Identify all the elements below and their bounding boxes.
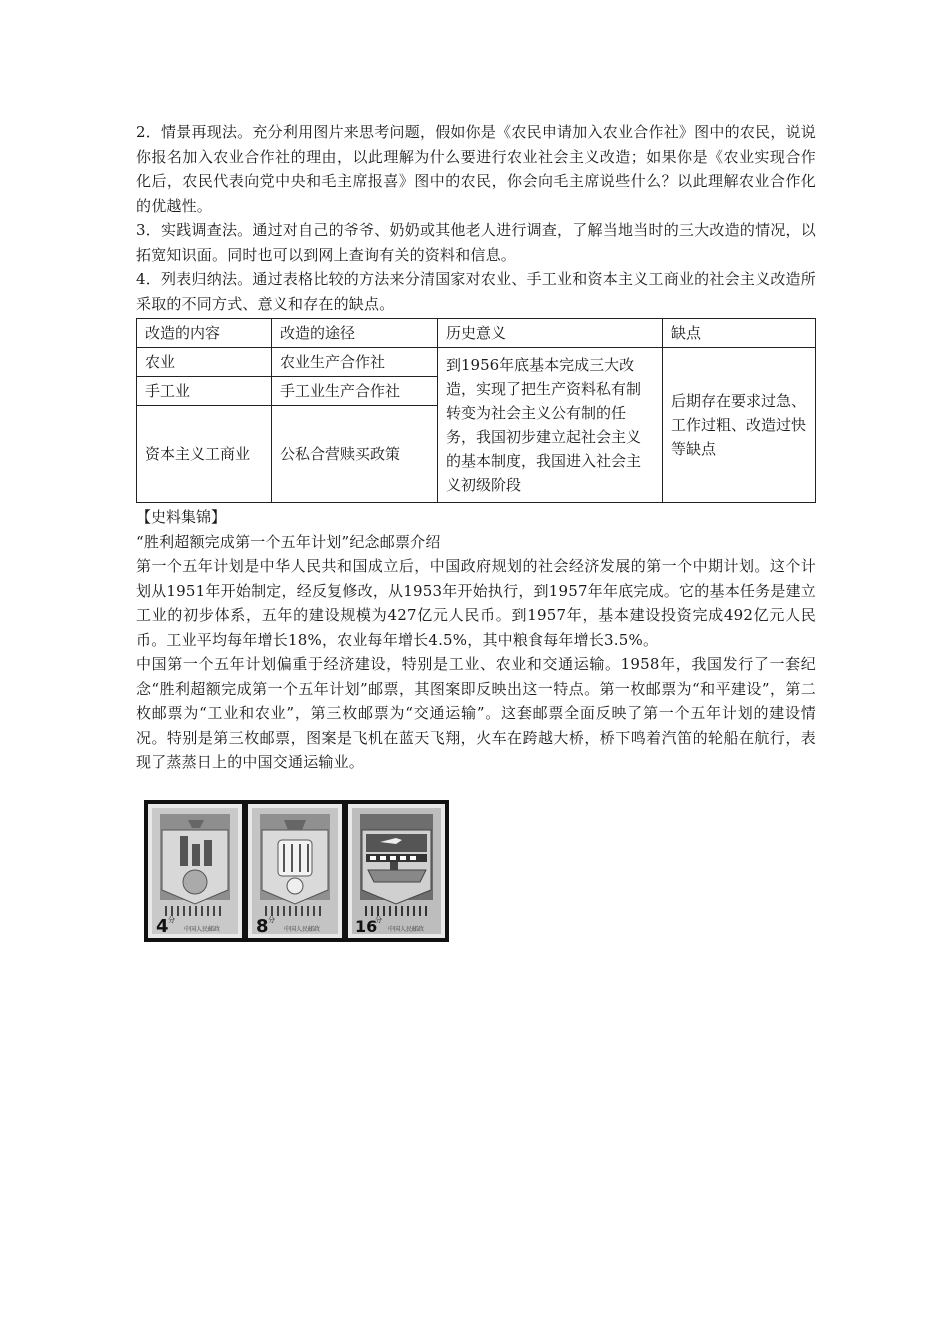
stamp-industry-agriculture <box>248 804 342 938</box>
plan-paragraph-1: 第一个五年计划是中华人民共和国成立后，中国政府规划的社会经济发展的第一个中期计划。这个计划从1951年开始制定，经反复修改，从1953年开始执行，到1957年年底完成。它的基本任务是建立工业的初步体系，五年的建设规模为427亿元人民币。到1957年，基本建设投资完成492亿元人民币。工业平均每年增长18%，农业每年增长4.5%，其中粮食每年增长3.5%。 <box>136 557 816 649</box>
stamp-3-value: 16 <box>355 917 378 936</box>
stamp-2-value: 8 <box>256 916 269 937</box>
cell-historical-meaning: 到1956年底基本完成三大改造，实现了把生产资料私有制转变为社会主义公有制的任务，我国初步建立起社会主义的基本制度，我国进入社会主义初级阶段 <box>438 348 663 503</box>
header-way: 改造的途径 <box>272 319 438 348</box>
header-defect: 缺点 <box>663 319 816 348</box>
cell-way-handicraft: 手工业生产合作社 <box>272 377 438 406</box>
stamp-transportation <box>348 804 445 938</box>
table-header-row <box>137 319 816 348</box>
stamp-1-unit: 分 <box>168 916 175 924</box>
stamp-1-value: 4 <box>156 916 169 937</box>
stamp-peaceful-construction <box>148 804 242 938</box>
header-content: 改造的内容 <box>137 319 272 348</box>
reform-comparison-table <box>136 318 816 503</box>
method-4-paragraph: 4．列表归纳法。通过表格比较的方法来分清国家对农业、手工业和资本主义工商业的社会主义改造所采取的不同方式、意义和存在的缺点。 <box>136 270 816 313</box>
document-page <box>136 120 816 775</box>
commemorative-stamps-image <box>144 800 449 942</box>
stamp-2-country: 中国人民邮政 <box>284 926 321 933</box>
method-3-paragraph: 3．实践调查法。通过对自己的爷爷、奶奶或其他老人进行调查，了解当地当时的三大改造的情况，以拓宽知识面。同时也可以到网上查询有关的资料和信息。 <box>136 221 816 264</box>
stamp-2-unit: 分 <box>268 916 275 924</box>
stamp-intro-subtitle: “胜利超额完成第一个五年计划”纪念邮票介绍 <box>136 532 441 551</box>
cell-way-agriculture: 农业生产合作社 <box>272 348 438 377</box>
stamp-3-unit: 分 <box>375 916 382 924</box>
cell-content-commerce: 资本主义工商业 <box>137 406 272 503</box>
section-heading: 【史料集锦】 <box>136 508 227 526</box>
stamp-3-country: 中国人民邮政 <box>388 926 425 933</box>
table-row <box>137 348 816 377</box>
plan-paragraph-2: 中国第一个五年计划偏重于经济建设，特别是工业、农业和交通运输。1958年，我国发行了一套纪念“胜利超额完成第一个五年计划”邮票，其图案即反映出这一特点。第一枚邮票为“和平建设”，第二枚邮票为“工业和农业”，第三枚邮票为“交通运输”。这套邮票全面反映了第一个五年计划的建设情况。特别是第三枚邮票，图案是飞机在蓝天飞翔，火车在跨越大桥，桥下鸣着汽笛的轮船在航行，表现了蒸蒸日上的中国交通运输业。 <box>136 655 816 771</box>
header-meaning: 历史意义 <box>438 319 663 348</box>
cell-content-handicraft: 手工业 <box>137 377 272 406</box>
cell-way-commerce: 公私合营赎买政策 <box>272 406 438 503</box>
stamp-1-country: 中国人民邮政 <box>184 926 221 933</box>
cell-content-agriculture: 农业 <box>137 348 272 377</box>
cell-defects: 后期存在要求过急、工作过粗、改造过快等缺点 <box>663 348 816 503</box>
method-2-paragraph: 2．情景再现法。充分利用图片来思考问题，假如你是《农民申请加入农业合作社》图中的农民，说说你报名加入农业合作社的理由，以此理解为什么要进行农业社会主义改造；如果你是《农业实现合作化后，农民代表向党中央和毛主席报喜》图中的农民，你会向毛主席说些什么？以此理解农业合作化的优越性。 <box>136 123 816 215</box>
